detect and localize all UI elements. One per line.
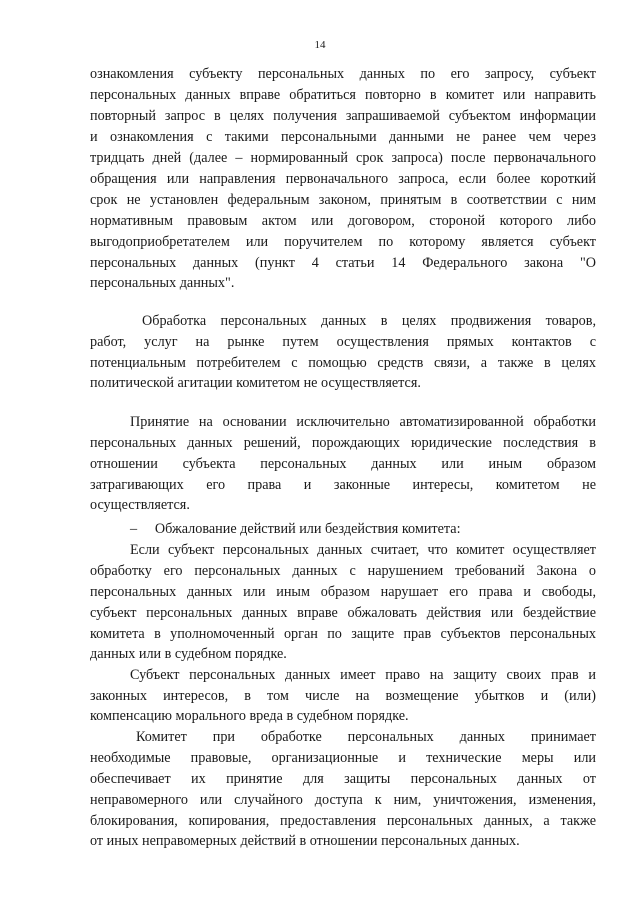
text-line: законных интересов, в том числе на возмещение убытков и (или) [90, 688, 596, 704]
text-line: комитета в уполномоченный орган по защите прав субъектов персональных [90, 626, 596, 642]
text-line: персональных данных вправе обратиться повторно в комитет или направить [90, 87, 596, 103]
text-line: неправомерного или случайного доступа к ним, уничтожения, изменения, [90, 792, 596, 808]
text-line: от иных неправомерных действий в отношении персональных данных. [90, 833, 520, 849]
text-line: блокирования, копирования, предоставления персональных данных, а также [90, 813, 596, 829]
page-number: 14 [314, 39, 326, 51]
text-line: затрагивающих его права и законные интересы, комитетом не [90, 477, 596, 493]
text-line: обращения или направления первоначального запроса, если более короткий [90, 171, 596, 187]
text-line: отношении субъекта персональных данных или иным образом [90, 456, 596, 472]
text-line: данных или в судебном порядке. [90, 646, 287, 662]
text-line: Обработка персональных данных в целях продвижения товаров, [142, 313, 596, 329]
text-line: Принятие на основании исключительно автоматизированной обработки [130, 414, 596, 430]
text-line: работ, услуг на рынке путем осуществления прямых контактов с [90, 334, 596, 350]
text-line: нормативным правовым актом или договором, стороной которого либо [90, 213, 596, 229]
text-line: – Обжалование действий или бездействия комитета: [130, 521, 461, 537]
text-line: персональных данных". [90, 275, 235, 291]
text-line: осуществляется. [90, 497, 190, 513]
text-line: Субъект персональных данных имеет право на защиту своих прав и [130, 667, 596, 683]
text-line: обработку его персональных данных с нарушением требований Закона о [90, 563, 596, 579]
text-line: повторный запрос в целях получения запрашиваемой субъектом информации [90, 108, 596, 124]
text-line: потенциальным потребителем с помощью средств связи, а также в целях [90, 355, 596, 371]
text-line: срок не установлен федеральным законом, принятым в соответствии с ним [90, 192, 596, 208]
text-line: Комитет при обработке персональных данных принимает [136, 729, 596, 745]
text-line: обеспечивает их принятие для защиты персональных данных от [90, 771, 596, 787]
text-line: Если субъект персональных данных считает, что комитет осуществляет [130, 542, 596, 558]
text-line: субъект персональных данных вправе обжаловать действия или бездействие [90, 605, 596, 621]
text-line: компенсацию морального вреда в судебном порядке. [90, 708, 409, 724]
text-line: выгодоприобретателем или поручителем по которому является субъект [90, 234, 596, 250]
text-line: ознакомления субъекту персональных данных по его запросу, субъект [90, 66, 596, 82]
text-line: персональных данных (пункт 4 статьи 14 Федерального закона "О [90, 255, 596, 271]
text-line: политической агитации комитетом не осуществляется. [90, 375, 421, 391]
text-line: персональных данных или иным образом нарушает его права и свободы, [90, 584, 596, 600]
text-line: необходимые правовые, организационные и технические меры или [90, 750, 596, 766]
text-line: тридцать дней (далее – нормированный срок запроса) после первоначального [90, 150, 596, 166]
text-line: и ознакомления с такими персональными данными не ранее чем через [90, 129, 596, 145]
text-line: персональных данных решений, порождающих юридические последствия в [90, 435, 596, 451]
